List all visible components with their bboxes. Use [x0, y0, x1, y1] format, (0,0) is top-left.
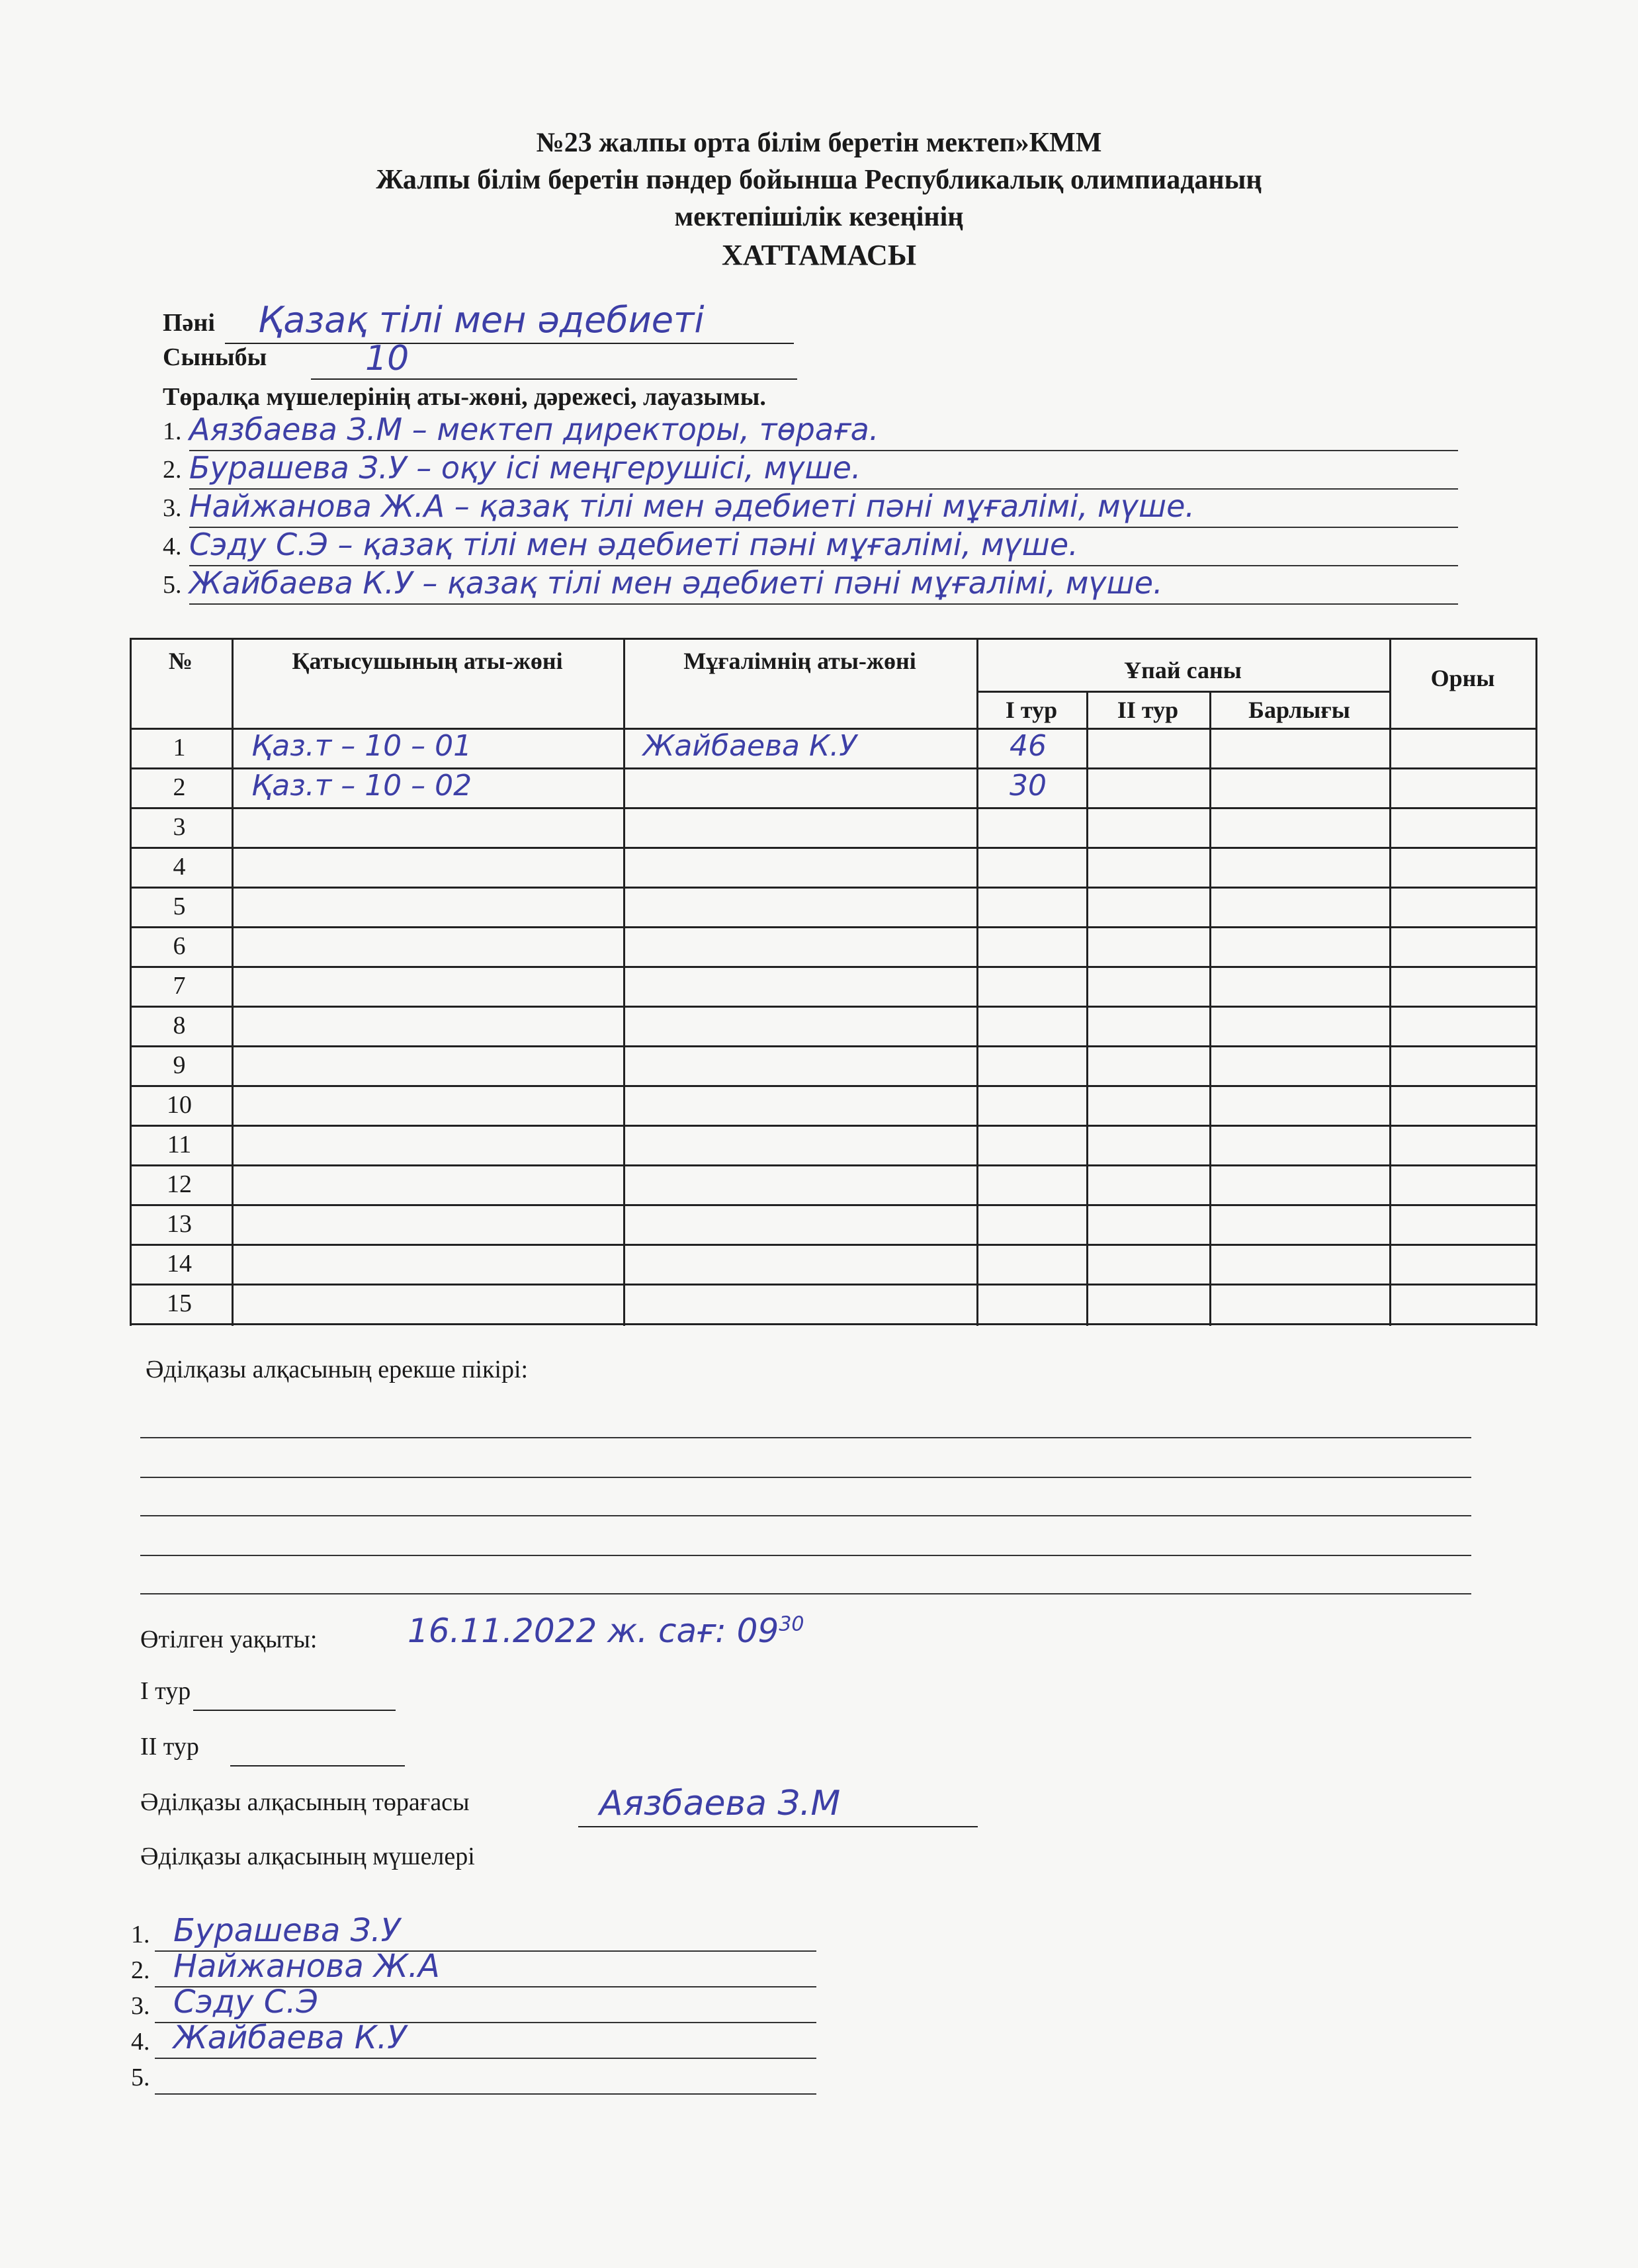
- jury-number: 1.: [163, 417, 182, 445]
- row-number: 5: [173, 893, 186, 920]
- row-number: 4: [173, 853, 186, 881]
- row-number: 1: [173, 734, 186, 762]
- row-number: 11: [167, 1131, 192, 1158]
- time-minutes: 30: [779, 1612, 804, 1636]
- member-item: [131, 2062, 819, 2097]
- row-number: 10: [167, 1091, 192, 1119]
- header-teacher: Мұғалімнің аты-жөні: [683, 648, 916, 674]
- row-number: 2: [173, 773, 186, 801]
- jury-number: 4.: [163, 533, 182, 560]
- jury-item: [163, 565, 1459, 609]
- olympiad-title: Жалпы білім беретін пәндер бойынша Республикалық олимпиаданың: [376, 165, 1262, 195]
- jury-text: Найжанова Ж.А – қазақ тілі мен әдебиеті пәні мұғалімі, мүше.: [189, 488, 1195, 524]
- members-list: [131, 1912, 819, 2097]
- row-number: 6: [173, 932, 186, 960]
- row-number: 15: [167, 1289, 192, 1317]
- header-participant: Қатысушының аты-жөні: [292, 648, 563, 674]
- tour2-label: ІІ тур: [140, 1733, 199, 1761]
- row-number: 8: [173, 1012, 186, 1039]
- row-number: 13: [167, 1210, 192, 1238]
- header-score: Ұпай саны: [1124, 657, 1242, 683]
- chair-label: Әділқазы алқасының төрағасы: [140, 1788, 470, 1816]
- grade-label: Сыныбы: [163, 343, 267, 371]
- row-number: 12: [167, 1170, 192, 1198]
- header-tour2: ІІ тур: [1117, 697, 1179, 723]
- member-item: [131, 2019, 819, 2062]
- members-label: Әділқазы алқасының мүшелері: [140, 1843, 475, 1870]
- member-name: Жайбаева К.У: [173, 2019, 407, 2056]
- cell-teacher: Жайбаева К.У: [643, 729, 857, 763]
- school-name: №23 жалпы орта білім беретін мектеп»КММ: [536, 128, 1102, 158]
- member-number: 1.: [131, 1921, 150, 1948]
- cell-tour1: 30: [1010, 769, 1047, 803]
- header-total: Барлығы: [1248, 697, 1350, 723]
- row-number: 3: [173, 813, 186, 841]
- grade-value: 10: [365, 339, 409, 378]
- stage-title: мектепішілік кезеңінің: [674, 202, 964, 232]
- member-number: 4.: [131, 2028, 150, 2056]
- subject-label: Пәні: [163, 309, 215, 337]
- member-name: Найжанова Ж.А: [173, 1948, 440, 1985]
- jury-list: [163, 412, 1459, 609]
- cell-tour1: 46: [1010, 729, 1047, 763]
- results-table: [130, 638, 1537, 1326]
- member-name: Сэду С.Э: [173, 1984, 318, 2021]
- jury-text: Жайбаева К.У – қазақ тілі мен әдебиеті пәні мұғалімі, мүше.: [189, 565, 1163, 601]
- row-number: 14: [167, 1250, 192, 1278]
- row-number: 7: [173, 972, 186, 1000]
- jury-number: 2.: [163, 456, 182, 484]
- cell-participant: Қаз.т – 10 – 02: [251, 769, 472, 803]
- time-label: Өтілген уақыты:: [140, 1626, 318, 1653]
- time-date: 16.11.2022 ж. сағ: 09: [408, 1612, 779, 1650]
- header-tour1: І тур: [1005, 697, 1058, 723]
- header-number: №: [168, 648, 193, 674]
- document-title: ХАТТАМАСЫ: [721, 239, 917, 271]
- member-name: Бурашева З.У: [173, 1912, 400, 1949]
- cell-participant: Қаз.т – 10 – 01: [251, 729, 472, 763]
- member-number: 5.: [131, 2064, 150, 2091]
- time-value: [408, 1612, 804, 1650]
- opinion-label: Әділқазы алқасының ерекше пікірі:: [146, 1356, 529, 1383]
- jury-text: Аязбаева З.М – мектеп директоры, төраға.: [189, 412, 879, 447]
- member-number: 2.: [131, 1956, 150, 1984]
- jury-number: 3.: [163, 494, 182, 522]
- member-number: 3.: [131, 1992, 150, 2020]
- tour1-label: І тур: [140, 1677, 191, 1705]
- jury-text: Сэду С.Э – қазақ тілі мен әдебиеті пәні мұғалімі, мүше.: [189, 527, 1078, 562]
- subject-value: Қазақ тілі мен әдебиеті: [258, 299, 705, 341]
- row-number: 9: [173, 1051, 186, 1079]
- jury-heading: Төралқа мүшелерінің аты-жөні, дәрежесі, лауазымы.: [163, 383, 766, 411]
- jury-number: 5.: [163, 571, 182, 599]
- chair-value: Аязбаева З.М: [599, 1784, 841, 1823]
- header-place: Орны: [1430, 665, 1495, 691]
- jury-text: Бурашева З.У – оқу ісі меңгерушісі, мүше.: [189, 450, 861, 486]
